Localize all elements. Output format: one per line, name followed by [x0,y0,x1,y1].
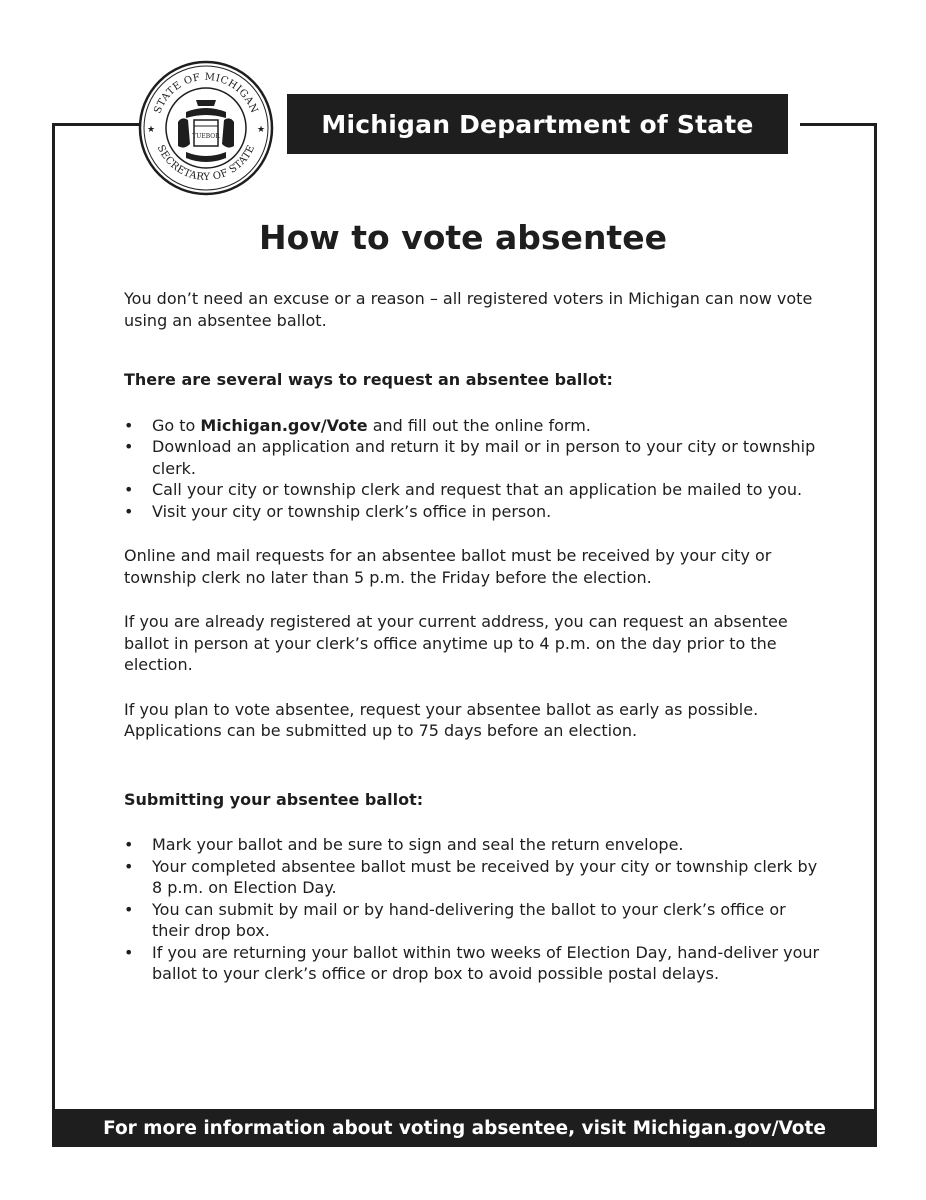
svg-text:★: ★ [147,125,156,135]
seal-motto: TUEBOR [192,133,220,140]
frame-right-line [874,123,877,1113]
frame-top-left-line [52,123,139,126]
bullet: • [124,835,134,854]
submit-steps-list [124,834,824,985]
list-item: • Mark your ballot and be sure to sign and seal the return envelope. [124,835,684,854]
list-item: • Go to Michigan.gov/Vote and fill out the online form. [124,415,591,435]
bullet: • [124,415,134,435]
bullet: • [124,501,134,521]
seal-bottom-text: SECRETARY OF STATE [154,143,258,184]
footer-text: For more information about voting absentee, visit Michigan.gov/Vote [103,1117,826,1139]
list-item: • Your completed absentee ballot must be received by your city or township clerk by 8 p.m. on Election Day. [124,856,818,897]
header-banner [287,94,788,154]
bullet: • [124,856,134,876]
list-item: • Call your city or township clerk and request that an application be mailed to you. [124,480,803,499]
list-item: • If you are returning your ballot within two weeks of Election Day, hand-deliver your ballot to your clerk’s office or drop box to avoid possible postal delays. [124,942,820,983]
seal-top-text: STATE OF MICHIGAN [152,71,260,116]
bullet: • [124,899,134,919]
department-name: Michigan Department of State [321,109,754,139]
list-item: • You can submit by mail or by hand-delivering the ballot to your clerk’s office or their drop box. [124,899,786,940]
request-section-heading: There are several ways to request an absentee ballot: [124,370,613,389]
bullet: • [124,942,134,962]
bullet: • [124,437,134,456]
request-methods-list [124,415,824,523]
bullet: • [124,480,134,499]
submit-section-heading: Submitting your absentee ballot: [124,789,424,809]
footer-bar [52,1109,877,1147]
in-person-paragraph: If you are already registered at your current address, you can request an absentee ballot in person at your clerk’s office anytime up to 4 p.m. on the day prior to the election. [124,612,788,674]
state-seal-icon [138,60,274,196]
frame-left-line [52,123,55,1113]
deadline-paragraph: Online and mail requests for an absentee ballot must be received by your city or township clerk no later than 5 p.m. the Friday before the election. [124,546,772,587]
main-content [124,288,824,1008]
early-request-paragraph: If you plan to vote absentee, request your absentee ballot as early as possible. Applications can be submitted up to 75 days before an election. [124,699,759,740]
intro-paragraph: You don’t need an excuse or a reason – all registered voters in Michigan can now vote using an absentee ballot. [124,289,813,330]
list-item: • Download an application and return it by mail or in person to your city or township clerk. [124,437,816,478]
frame-top-right-line [800,123,877,126]
svg-text:★: ★ [257,125,266,135]
michigan-vote-link[interactable]: Michigan.gov/Vote [200,415,368,435]
page-title: How to vote absentee [259,218,667,257]
list-item: • Visit your city or township clerk’s office in person. [124,501,552,521]
